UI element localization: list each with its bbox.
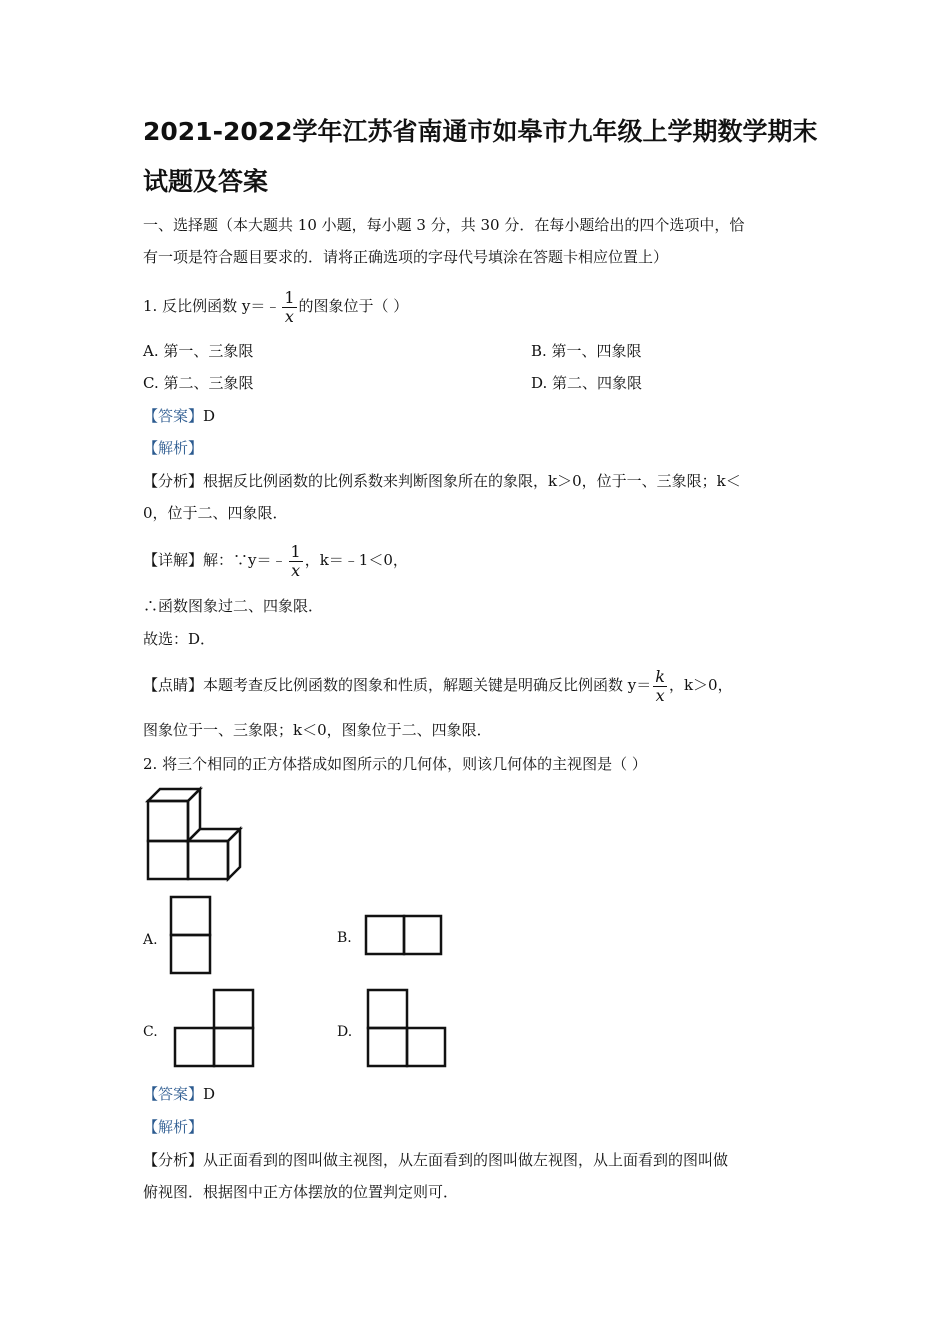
q1-detail-fraction-denominator: x — [291, 560, 301, 580]
q2-option-c-label: C. — [143, 1024, 158, 1040]
q1-comment-fraction — [653, 668, 667, 705]
q1-fenxi-text: 根据反比例函数的比例系数来判断图象所在的象限，k＞0，位于一、三象限；k＜ — [203, 472, 741, 490]
q2-option-b-label: B. — [337, 930, 352, 946]
q1-fenxi-line-2: 0，位于二、四象限． — [143, 504, 288, 522]
q2-answer — [143, 1084, 215, 1104]
q2-fenxi-text: 从正面看到的图叫做主视图，从左面看到的图叫做左视图，从上面看到的图叫做 — [203, 1151, 729, 1169]
q1-comment-fraction-numerator: k — [655, 666, 665, 686]
q2-fenxi-tag: 【分析】 — [143, 1151, 204, 1169]
q2-option-c-drawing — [172, 988, 258, 1070]
q1-answer-value: D — [203, 407, 216, 425]
section-heading-line-2: 有一项是符合题目要求的．请将正确选项的字母代号填涂在答题卡相应位置上） — [143, 248, 669, 266]
q2-option-b-drawing — [364, 914, 444, 958]
q1-detail-fraction-numerator: 1 — [290, 541, 301, 561]
q1-detail — [143, 540, 408, 580]
q1-comment-line-2: 图象位于一、三象限；k＜0，图象位于二、四象限． — [143, 721, 492, 739]
q2-answer-tag: 【答案】 — [143, 1085, 204, 1103]
q1-answer — [143, 406, 215, 426]
q2-option-a-label: A. — [143, 932, 158, 948]
q1-fraction — [282, 289, 296, 326]
q1-answer-tag: 【答案】 — [143, 407, 204, 425]
q1-stem-suffix: 的图象位于（ ） — [298, 297, 409, 315]
q1-stem-prefix: 1. 反比例函数 y＝﹣ — [143, 297, 281, 315]
q2-option-a-figure — [169, 895, 213, 981]
q2-option-d-drawing — [366, 988, 450, 1070]
q1-choose: 故选：D． — [143, 630, 216, 648]
q1-comment-prefix: 本题考查反比例函数的图象和性质，解题关键是明确反比例函数 y＝ — [203, 676, 652, 694]
q2-option-c-figure — [172, 988, 258, 1074]
q1-stem — [143, 286, 408, 326]
q1-fenxi-line-1 — [143, 471, 741, 491]
q1-fenxi-tag: 【分析】 — [143, 472, 204, 490]
q1-fraction-numerator: 1 — [284, 287, 295, 307]
q2-option-a-drawing — [169, 895, 213, 977]
q1-detail-fraction — [289, 543, 303, 580]
q2-option-d-figure — [366, 988, 450, 1074]
q2-cube-figure-drawing — [140, 784, 250, 884]
q2-fenxi-line-1 — [143, 1150, 728, 1170]
q1-detail-suffix: ，k＝﹣1＜0， — [304, 551, 408, 569]
q1-option-c: C. 第二、三象限 — [143, 374, 254, 392]
q1-option-d: D. 第二、四象限 — [531, 374, 643, 392]
q2-fenxi-line-2: 俯视图．根据图中正方体摆放的位置判定则可． — [143, 1183, 459, 1201]
q2-answer-value: D — [203, 1085, 216, 1103]
q2-option-d-label: D. — [337, 1024, 353, 1040]
document-title-line-1: 2021-2022学年江苏省南通市如皋市九年级上学期数学期末 — [143, 117, 818, 146]
q1-analysis-tag: 【解析】 — [143, 439, 204, 457]
q1-detail-prefix: 解：∵y＝﹣ — [203, 551, 287, 569]
q1-detail-tag: 【详解】 — [143, 551, 204, 569]
q1-option-b: B. 第一、四象限 — [531, 342, 642, 360]
section-heading-line-1: 一、选择题（本大题共 10 小题，每小题 3 分，共 30 分．在每小题给出的四个选项中，恰 — [143, 216, 745, 234]
q2-analysis-tag: 【解析】 — [143, 1118, 204, 1136]
q2-option-b-figure — [364, 914, 444, 962]
q2-cube-figure — [140, 784, 250, 888]
q1-option-a: A. 第一、三象限 — [143, 342, 254, 360]
q2-stem: 2. 将三个相同的正方体搭成如图所示的几何体，则该几何体的主视图是（ ） — [143, 755, 647, 773]
q1-comment-fraction-denominator: x — [655, 685, 665, 705]
q1-comment-tag: 【点睛】 — [143, 676, 204, 694]
q1-therefore: ∴函数图象过二、四象限． — [143, 597, 324, 615]
document-title-line-2: 试题及答案 — [143, 167, 269, 196]
q1-comment — [143, 665, 733, 705]
q1-comment-suffix: ，k＞0， — [668, 676, 733, 694]
q1-fraction-denominator: x — [284, 306, 294, 326]
